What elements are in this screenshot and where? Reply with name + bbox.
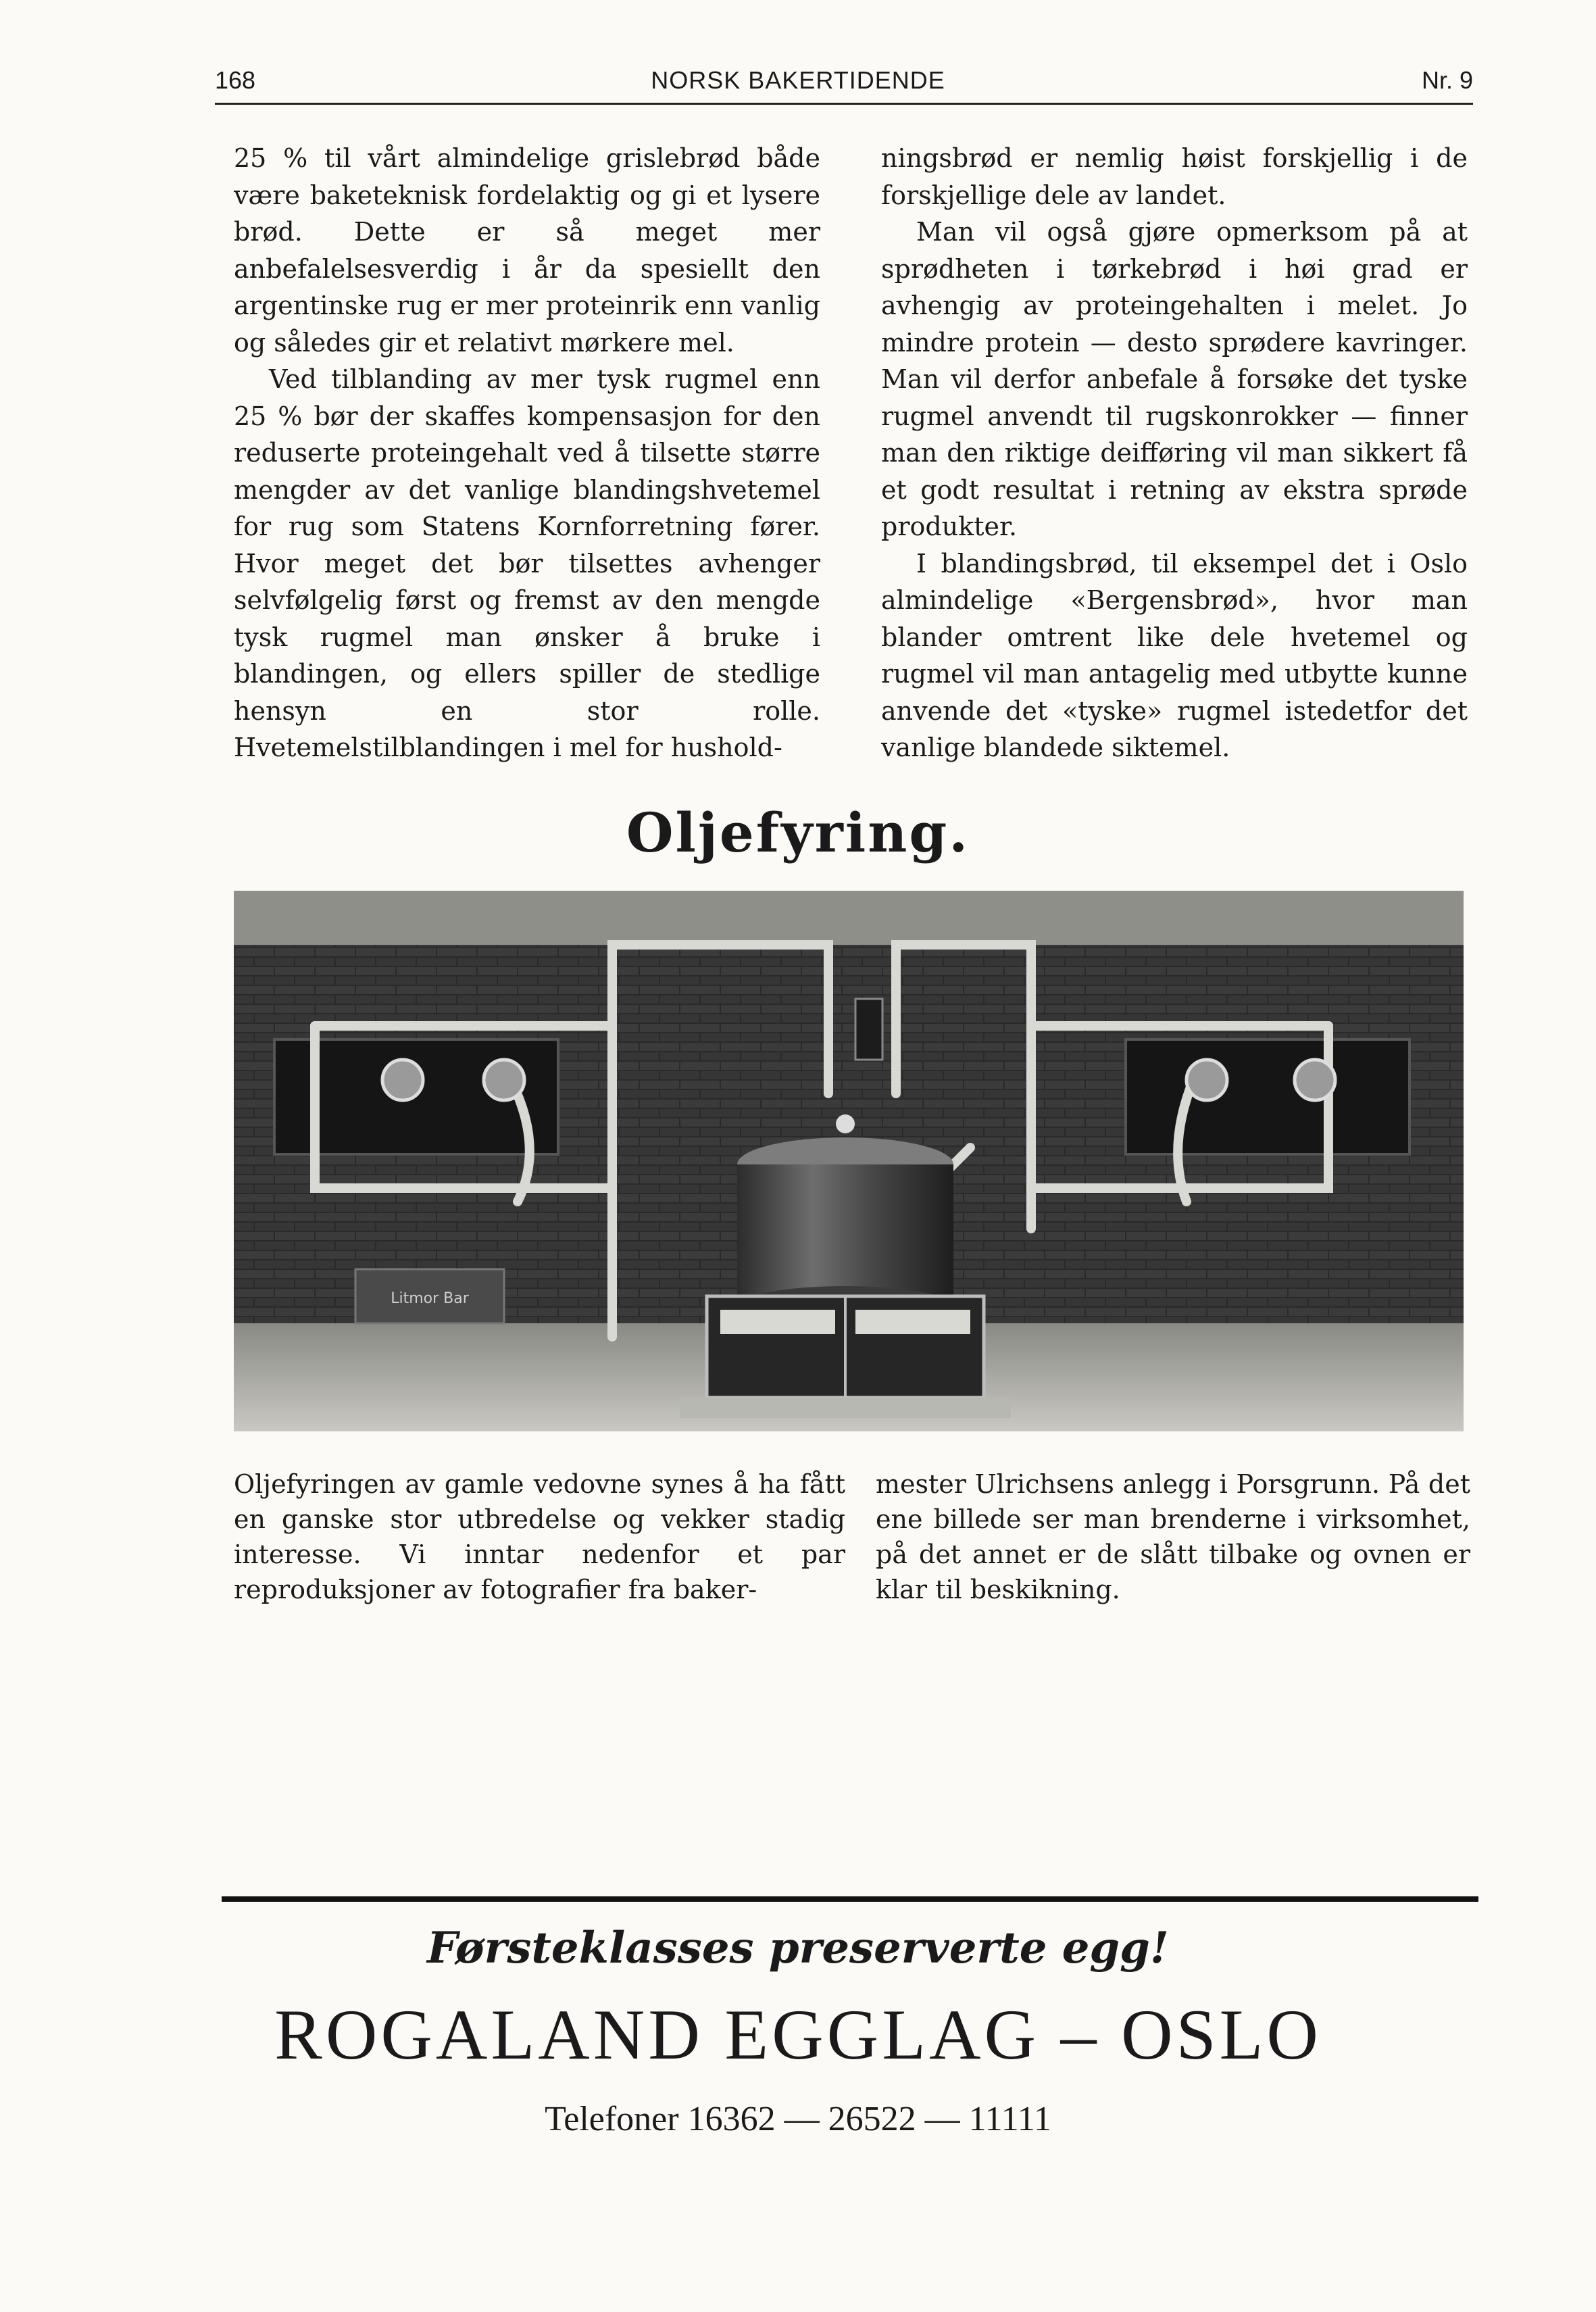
- article-paragraph: Man vil også gjøre opmerksom på at sprødheten i tørkebrød i høi grad er avhengig av proteingehalten i melet. Jo mindre protein — desto sprødere kavringer. Man vil derfor anbefale å forsøke det tyske rugmel anvendt til rugskonrokker — finner man den riktige deifføring vil man sikkert få et godt resultat i retning av ekstra sprøde produkter.: [881, 217, 1468, 541]
- article-paragraph: I blandingsbrød, til eksempel det i Oslo almindelige «Bergensbrød», hvor man blander omtrent like dele hvetemel og rugmel vil man antagelig med utbytte kunne anvende det «tyske» rugmel istedetfor det vanlige blandede siktemel.: [881, 548, 1468, 762]
- oven-plate-text: Litmor Bar: [391, 1290, 469, 1307]
- issue-number: Nr. 9: [1421, 66, 1473, 94]
- publication-title: NORSK BAKERTIDENDE: [651, 66, 945, 94]
- article-right-column: [881, 140, 1468, 766]
- article-paragraph: 25 % til vårt almindelige grislebrød både være baketeknisk fordelaktig og gi et lysere brød. Dette er så meget mer anbefalelsesverdig i år da spesiellt den argentinske rug er mer proteinrik enn vanlig og således gir et relativt mørkere mel.: [234, 143, 820, 358]
- photo-caption-left: [234, 1467, 845, 1607]
- advertisement-slogan: Førsteklasses preserverte egg!: [426, 1923, 1170, 1973]
- boiler-room-photo: [234, 891, 1464, 1431]
- advertisement-phones: Telefoner 16362 — 26522 — 11111: [545, 2100, 1051, 2138]
- advertisement-company: ROGALAND EGGLAG – OSLO: [274, 1995, 1322, 2074]
- article-paragraph: ningsbrød er nemlig høist forskjellig i de forskjellige dele av landet.: [881, 143, 1468, 210]
- article-left-column: [234, 140, 820, 766]
- advertisement-rule: [222, 1896, 1478, 1902]
- article-paragraph: Ved tilblanding av mer tysk rugmel enn 25 % bør der skaffes kompensasjon for den reduserte proteingehalt ved å tilsette større mengder av det vanlige blandingshvetemel for rug som Statens Kornforretning fører. Hvor meget det bør tilsettes avhenger selvfølgelig først og fremst av den mengde tysk rugmel man ønsker å bruke i blandingen, og ellers spiller de stedlige hensyn en stor rolle. Hvetemelstilblandingen i mel for hushold-: [234, 364, 820, 762]
- photo-caption-right: [876, 1467, 1470, 1607]
- caption-paragraph: mester Ulrichsens anlegg i Porsgrunn. På det ene billede ser man brenderne i virksomhet, på det annet er de slått tilbake og ovnen er klar til beskikning.: [876, 1469, 1470, 1604]
- page-number: 168: [215, 66, 256, 94]
- caption-paragraph: Oljefyringen av gamle vedovne synes å ha fått en ganske stor utbredelse og vekker stadig interesse. Vi inntar nedenfor et par reproduksjoner av fotografier fra baker-: [234, 1469, 845, 1604]
- header-rule: [215, 103, 1473, 105]
- section-title: Oljefyring.: [626, 801, 970, 864]
